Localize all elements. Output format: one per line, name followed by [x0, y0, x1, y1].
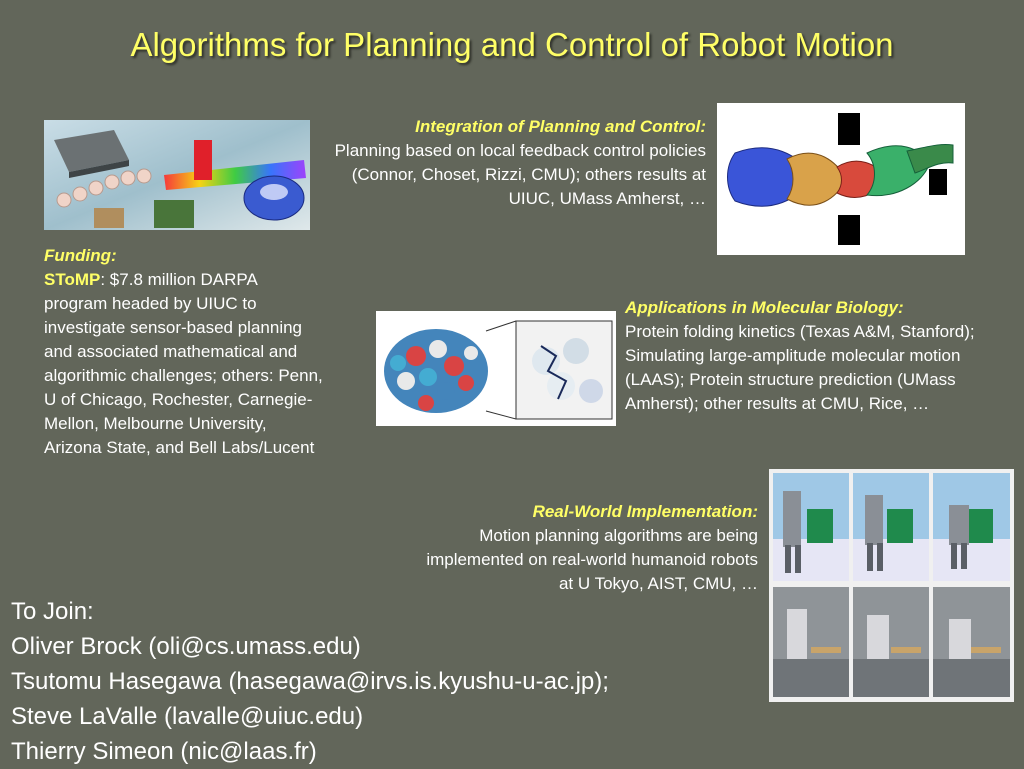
humanoid-robots-image: [769, 469, 1014, 702]
page-title: Algorithms for Planning and Control of Robot Motion: [130, 26, 894, 63]
funding-heading: Funding:: [44, 246, 117, 265]
molecular-heading: Applications in Molecular Biology:: [625, 298, 904, 317]
integration-text: Planning based on local feedback control policies (Connor, Choset, Rizzi, CMU); others results at UIUC, UMass Amherst, …: [334, 141, 706, 208]
protein-structure-image: [376, 311, 616, 426]
contact-line: Oliver Brock (oli@cs.umass.edu): [11, 633, 361, 660]
realworld-heading: Real-World Implementation:: [532, 502, 758, 521]
join-section: [11, 594, 609, 769]
molecular-section: [625, 296, 1010, 416]
realworld-text: Motion planning algorithms are being implemented on real-world humanoid robots at U Tokyo, AIST, CMU, …: [426, 526, 758, 593]
funding-body: [44, 268, 324, 460]
molecular-text: Protein folding kinetics (Texas A&M, Stanford); Simulating large-amplitude molecular motion (LAAS); Protein structure prediction (UMass Amherst); other results at CMU, Rice, …: [625, 322, 975, 413]
funding-program: SToMP: [44, 270, 101, 289]
join-heading: To Join:: [11, 598, 94, 625]
integration-section: [320, 115, 706, 211]
integration-heading: Integration of Planning and Control:: [415, 117, 706, 136]
realworld-section: [420, 500, 758, 596]
robotics-collage-image: [44, 120, 310, 230]
contact-line: Steve LaValle (lavalle@uiuc.edu): [11, 703, 364, 730]
contact-line: Tsutomu Hasegawa (hasegawa@irvs.is.kyushu-u-ac.jp);: [11, 668, 609, 695]
contact-line: Thierry Simeon (nic@laas.fr): [11, 738, 317, 765]
feedback-control-image: [717, 103, 965, 255]
funding-text: : $7.8 million DARPA program headed by UIUC to investigate sensor-based planning and associated mathematical and algorithmic challenges; others: Penn, U of Chicago, Rochester, Carnegie-Mellon, Melbourne University, Arizona State, and Bell Labs/Lucent: [44, 270, 323, 457]
funding-section: [44, 244, 324, 460]
